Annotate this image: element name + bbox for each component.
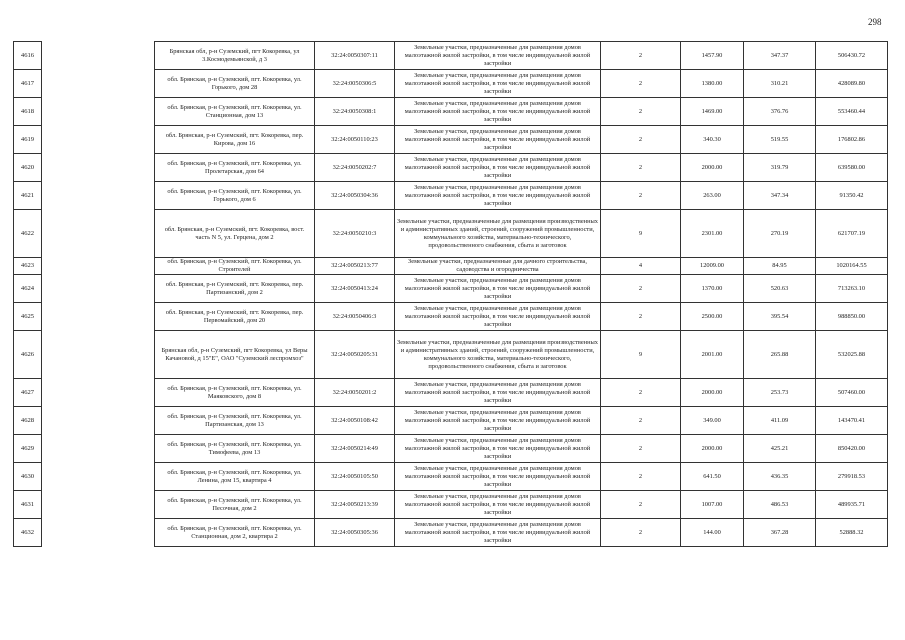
cadastral-value-cell: 713263.10: [816, 275, 888, 303]
cadastral-value-cell: 143470.41: [816, 407, 888, 435]
blank-cell: [42, 435, 155, 463]
address-cell: обл. Брянская, р-н Суземский, пгт. Кокоревка, ул. Станционная, дом 2, квартира 2: [155, 519, 315, 547]
area-cell: 641.50: [681, 463, 744, 491]
cadastral-value-cell: 621707.19: [816, 210, 888, 258]
blank-cell: [42, 491, 155, 519]
land-use-cell: Земельные участки, предназначенные для размещения домов малоэтажной жилой застройки, в том числе индивидуальной жилой застройки: [395, 42, 601, 70]
use-group-cell: 2: [601, 70, 681, 98]
use-group-cell: 2: [601, 491, 681, 519]
land-use-cell: Земельные участки, предназначенные для размещения домов малоэтажной жилой застройки, в том числе индивидуальной жилой застройки: [395, 463, 601, 491]
area-cell: 1457.90: [681, 42, 744, 70]
cadastral-number-cell: 32:24:0050202:7: [315, 154, 395, 182]
use-group-cell: 2: [601, 98, 681, 126]
specific-value-cell: 425.21: [744, 435, 816, 463]
row-number-cell: 4622: [14, 210, 42, 258]
use-group-cell: 2: [601, 519, 681, 547]
land-use-cell: Земельные участки, предназначенные для размещения домов малоэтажной жилой застройки, в том числе индивидуальной жилой застройки: [395, 519, 601, 547]
specific-value-cell: 253.73: [744, 379, 816, 407]
blank-cell: [42, 70, 155, 98]
specific-value-cell: 347.34: [744, 182, 816, 210]
area-cell: 340.30: [681, 126, 744, 154]
land-use-cell: Земельные участки, предназначенные для размещения домов малоэтажной жилой застройки, в том числе индивидуальной жилой застройки: [395, 126, 601, 154]
cadastral-number-cell: 32:24:0050205:31: [315, 331, 395, 379]
area-cell: 2000.00: [681, 435, 744, 463]
area-cell: 2000.00: [681, 379, 744, 407]
table-row: [14, 182, 888, 210]
blank-cell: [42, 126, 155, 154]
specific-value-cell: 367.28: [744, 519, 816, 547]
blank-cell: [42, 182, 155, 210]
land-use-cell: Земельные участки, предназначенные для размещения домов малоэтажной жилой застройки, в том числе индивидуальной жилой застройки: [395, 275, 601, 303]
cadastral-value-cell: 506430.72: [816, 42, 888, 70]
address-cell: обл. Брянская, р-н Суземский, пгт. Кокоревка, ул. Партизанская, дом 13: [155, 407, 315, 435]
cadastral-value-cell: 639580.00: [816, 154, 888, 182]
blank-cell: [42, 210, 155, 258]
cadastral-value-cell: 489935.71: [816, 491, 888, 519]
blank-cell: [42, 407, 155, 435]
table-row: [14, 463, 888, 491]
table-row: [14, 210, 888, 258]
row-number-cell: 4618: [14, 98, 42, 126]
address-cell: обл. Брянская, р-н Суземский, пгт. Кокоревка, ул. Строителей: [155, 258, 315, 275]
specific-value-cell: 319.79: [744, 154, 816, 182]
use-group-cell: 2: [601, 303, 681, 331]
row-number-cell: 4624: [14, 275, 42, 303]
specific-value-cell: 84.95: [744, 258, 816, 275]
table-row: [14, 379, 888, 407]
blank-cell: [42, 331, 155, 379]
cadastral-value-cell: 553460.44: [816, 98, 888, 126]
land-use-cell: Земельные участки, предназначенные для размещения домов малоэтажной жилой застройки, в том числе индивидуальной жилой застройки: [395, 407, 601, 435]
address-cell: обл. Брянская, р-н Суземский, пгт. Кокоревка, ул. Маяковского, дом 8: [155, 379, 315, 407]
address-cell: обл. Брянская, р-н Суземский, пгт. Кокоревка, пер. Партизанский, дом 2: [155, 275, 315, 303]
cadastral-value-cell: 52888.32: [816, 519, 888, 547]
area-cell: 2000.00: [681, 154, 744, 182]
blank-cell: [42, 42, 155, 70]
table-row: [14, 331, 888, 379]
specific-value-cell: 270.19: [744, 210, 816, 258]
row-number-cell: 4627: [14, 379, 42, 407]
area-cell: 349.00: [681, 407, 744, 435]
row-number-cell: 4626: [14, 331, 42, 379]
specific-value-cell: 520.63: [744, 275, 816, 303]
use-group-cell: 2: [601, 154, 681, 182]
area-cell: 12009.00: [681, 258, 744, 275]
cadastral-number-cell: 32:24:0050213:39: [315, 491, 395, 519]
cadastral-value-cell: 279918.53: [816, 463, 888, 491]
address-cell: обл. Брянская, р-н Суземский, пгт. Кокоревка, ул. Станционная, дом 13: [155, 98, 315, 126]
table-row: [14, 407, 888, 435]
table-row: [14, 154, 888, 182]
address-cell: Брянская обл, р-н Суземский, пгт Кокоревка, ул 3.Космодемьянской, д 3: [155, 42, 315, 70]
use-group-cell: 2: [601, 435, 681, 463]
cadastral-value-cell: 176802.86: [816, 126, 888, 154]
blank-cell: [42, 258, 155, 275]
specific-value-cell: 519.55: [744, 126, 816, 154]
address-cell: обл. Брянская, р-н Суземский, пгт. Кокоревка, пер. Первомайский, дом 20: [155, 303, 315, 331]
use-group-cell: 2: [601, 275, 681, 303]
cadastral-value-cell: 428089.80: [816, 70, 888, 98]
land-use-cell: Земельные участки, предназначенные для размещения производственных и административных зданий, строений, сооружений промышленности, коммунального хозяйства, материально-технического, продовольственного снабжения, сбыта и заготовок: [395, 331, 601, 379]
address-cell: обл. Брянская, р-н Суземский, пгт. Кокоревка, ул. Пролетарская, дом 64: [155, 154, 315, 182]
cadastral-number-cell: 32:24:0050108:42: [315, 407, 395, 435]
area-cell: 263.00: [681, 182, 744, 210]
row-number-cell: 4620: [14, 154, 42, 182]
page-number: 298: [868, 17, 882, 27]
land-use-cell: Земельные участки, предназначенные для размещения домов малоэтажной жилой застройки, в том числе индивидуальной жилой застройки: [395, 154, 601, 182]
blank-cell: [42, 519, 155, 547]
address-cell: обл. Брянская, р-н Суземский, пгт. Кокоревка, ул. Горького, дом 28: [155, 70, 315, 98]
blank-cell: [42, 154, 155, 182]
row-number-cell: 4619: [14, 126, 42, 154]
specific-value-cell: 395.54: [744, 303, 816, 331]
row-number-cell: 4621: [14, 182, 42, 210]
use-group-cell: 4: [601, 258, 681, 275]
land-use-cell: Земельные участки, предназначенные для размещения домов малоэтажной жилой застройки, в том числе индивидуальной жилой застройки: [395, 98, 601, 126]
land-use-cell: Земельные участки, предназначенные для размещения домов малоэтажной жилой застройки, в том числе индивидуальной жилой застройки: [395, 303, 601, 331]
area-cell: 2001.00: [681, 331, 744, 379]
cadastral-value-cell: 988850.00: [816, 303, 888, 331]
specific-value-cell: 347.37: [744, 42, 816, 70]
cadastral-number-cell: 32:24:0050413:24: [315, 275, 395, 303]
blank-cell: [42, 303, 155, 331]
specific-value-cell: 265.88: [744, 331, 816, 379]
cadastral-value-cell: 91350.42: [816, 182, 888, 210]
table-row: [14, 98, 888, 126]
cadastral-number-cell: 32:24:0050201:2: [315, 379, 395, 407]
address-cell: обл. Брянская, р-н Суземский, пгт. Кокоревка, ул. Песочная, дом 2: [155, 491, 315, 519]
row-number-cell: 4616: [14, 42, 42, 70]
use-group-cell: 2: [601, 42, 681, 70]
cadastral-number-cell: 32:24:0050213:77: [315, 258, 395, 275]
area-cell: 1007.00: [681, 491, 744, 519]
land-use-cell: Земельные участки, предназначенные для дачного строительства, садоводства и огородничества: [395, 258, 601, 275]
land-use-cell: Земельные участки, предназначенные для размещения домов малоэтажной жилой застройки, в том числе индивидуальной жилой застройки: [395, 491, 601, 519]
cadastral-number-cell: 32:24:0050306:5: [315, 70, 395, 98]
row-number-cell: 4631: [14, 491, 42, 519]
land-use-cell: Земельные участки, предназначенные для размещения домов малоэтажной жилой застройки, в том числе индивидуальной жилой застройки: [395, 379, 601, 407]
cadastral-number-cell: 32:24:0050210:3: [315, 210, 395, 258]
table-row: [14, 435, 888, 463]
cadastral-number-cell: 32:24:0050105:50: [315, 463, 395, 491]
use-group-cell: 2: [601, 407, 681, 435]
land-use-cell: Земельные участки, предназначенные для размещения производственных и административных зданий, строений, сооружений промышленности, коммунального хозяйства, материально-технического, продовольственного снабжения, сбыта и заготовок: [395, 210, 601, 258]
table-row: [14, 258, 888, 275]
blank-cell: [42, 275, 155, 303]
specific-value-cell: 376.76: [744, 98, 816, 126]
address-cell: обл. Брянская, р-н Суземский, пгт. Кокоревка, ул. Горького, дом 6: [155, 182, 315, 210]
table-row: [14, 519, 888, 547]
area-cell: 1370.00: [681, 275, 744, 303]
specific-value-cell: 411.09: [744, 407, 816, 435]
table-row: [14, 491, 888, 519]
row-number-cell: 4617: [14, 70, 42, 98]
use-group-cell: 2: [601, 126, 681, 154]
address-cell: обл. Брянская, р-н Суземский, пгт. Кокоревка, ул. Тимофеева, дом 13: [155, 435, 315, 463]
row-number-cell: 4630: [14, 463, 42, 491]
address-cell: обл. Брянская, р-н Суземский, пгт. Кокоревка, ул. Ленина, дом 15, квартира 4: [155, 463, 315, 491]
area-cell: 2301.00: [681, 210, 744, 258]
table-row: [14, 303, 888, 331]
land-use-cell: Земельные участки, предназначенные для размещения домов малоэтажной жилой застройки, в том числе индивидуальной жилой застройки: [395, 182, 601, 210]
land-use-cell: Земельные участки, предназначенные для размещения домов малоэтажной жилой застройки, в том числе индивидуальной жилой застройки: [395, 435, 601, 463]
area-cell: 1380.00: [681, 70, 744, 98]
area-cell: 144.00: [681, 519, 744, 547]
row-number-cell: 4629: [14, 435, 42, 463]
blank-cell: [42, 463, 155, 491]
specific-value-cell: 436.35: [744, 463, 816, 491]
blank-cell: [42, 379, 155, 407]
row-number-cell: 4632: [14, 519, 42, 547]
specific-value-cell: 310.21: [744, 70, 816, 98]
cadastral-value-cell: 532025.88: [816, 331, 888, 379]
cadastral-number-cell: 32:24:0050308:1: [315, 98, 395, 126]
use-group-cell: 9: [601, 331, 681, 379]
use-group-cell: 2: [601, 379, 681, 407]
table-row: [14, 126, 888, 154]
table-row: [14, 275, 888, 303]
use-group-cell: 2: [601, 182, 681, 210]
address-cell: обл. Брянская, р-н Суземский, пгт. Кокоревка, пер. Кирова, дом 16: [155, 126, 315, 154]
cadastral-number-cell: 32:24:0050307:11: [315, 42, 395, 70]
area-cell: 1469.00: [681, 98, 744, 126]
area-cell: 2500.00: [681, 303, 744, 331]
land-use-cell: Земельные участки, предназначенные для размещения домов малоэтажной жилой застройки, в том числе индивидуальной жилой застройки: [395, 70, 601, 98]
row-number-cell: 4623: [14, 258, 42, 275]
land-plots-table: [13, 41, 888, 547]
specific-value-cell: 486.53: [744, 491, 816, 519]
table-row: [14, 70, 888, 98]
row-number-cell: 4628: [14, 407, 42, 435]
cadastral-number-cell: 32:24:0050305:36: [315, 519, 395, 547]
use-group-cell: 9: [601, 210, 681, 258]
blank-cell: [42, 98, 155, 126]
cadastral-value-cell: 507460.00: [816, 379, 888, 407]
cadastral-value-cell: 1020164.55: [816, 258, 888, 275]
cadastral-number-cell: 32:24:0050304:36: [315, 182, 395, 210]
cadastral-value-cell: 850420.00: [816, 435, 888, 463]
address-cell: Брянская обл, р-н Суземский, пгт Кокоревка, ул Веры Качановой, д 15"Е", ОАО "Суземский леспромхоз": [155, 331, 315, 379]
cadastral-number-cell: 32:24:0050406:3: [315, 303, 395, 331]
row-number-cell: 4625: [14, 303, 42, 331]
cadastral-number-cell: 32:24:0050110:23: [315, 126, 395, 154]
use-group-cell: 2: [601, 463, 681, 491]
address-cell: обл. Брянская, р-н Суземский, пгт. Кокоревка, вост. часть N 5, ул. Герцена, дом 2: [155, 210, 315, 258]
table-row: [14, 42, 888, 70]
cadastral-number-cell: 32:24:0050214:49: [315, 435, 395, 463]
